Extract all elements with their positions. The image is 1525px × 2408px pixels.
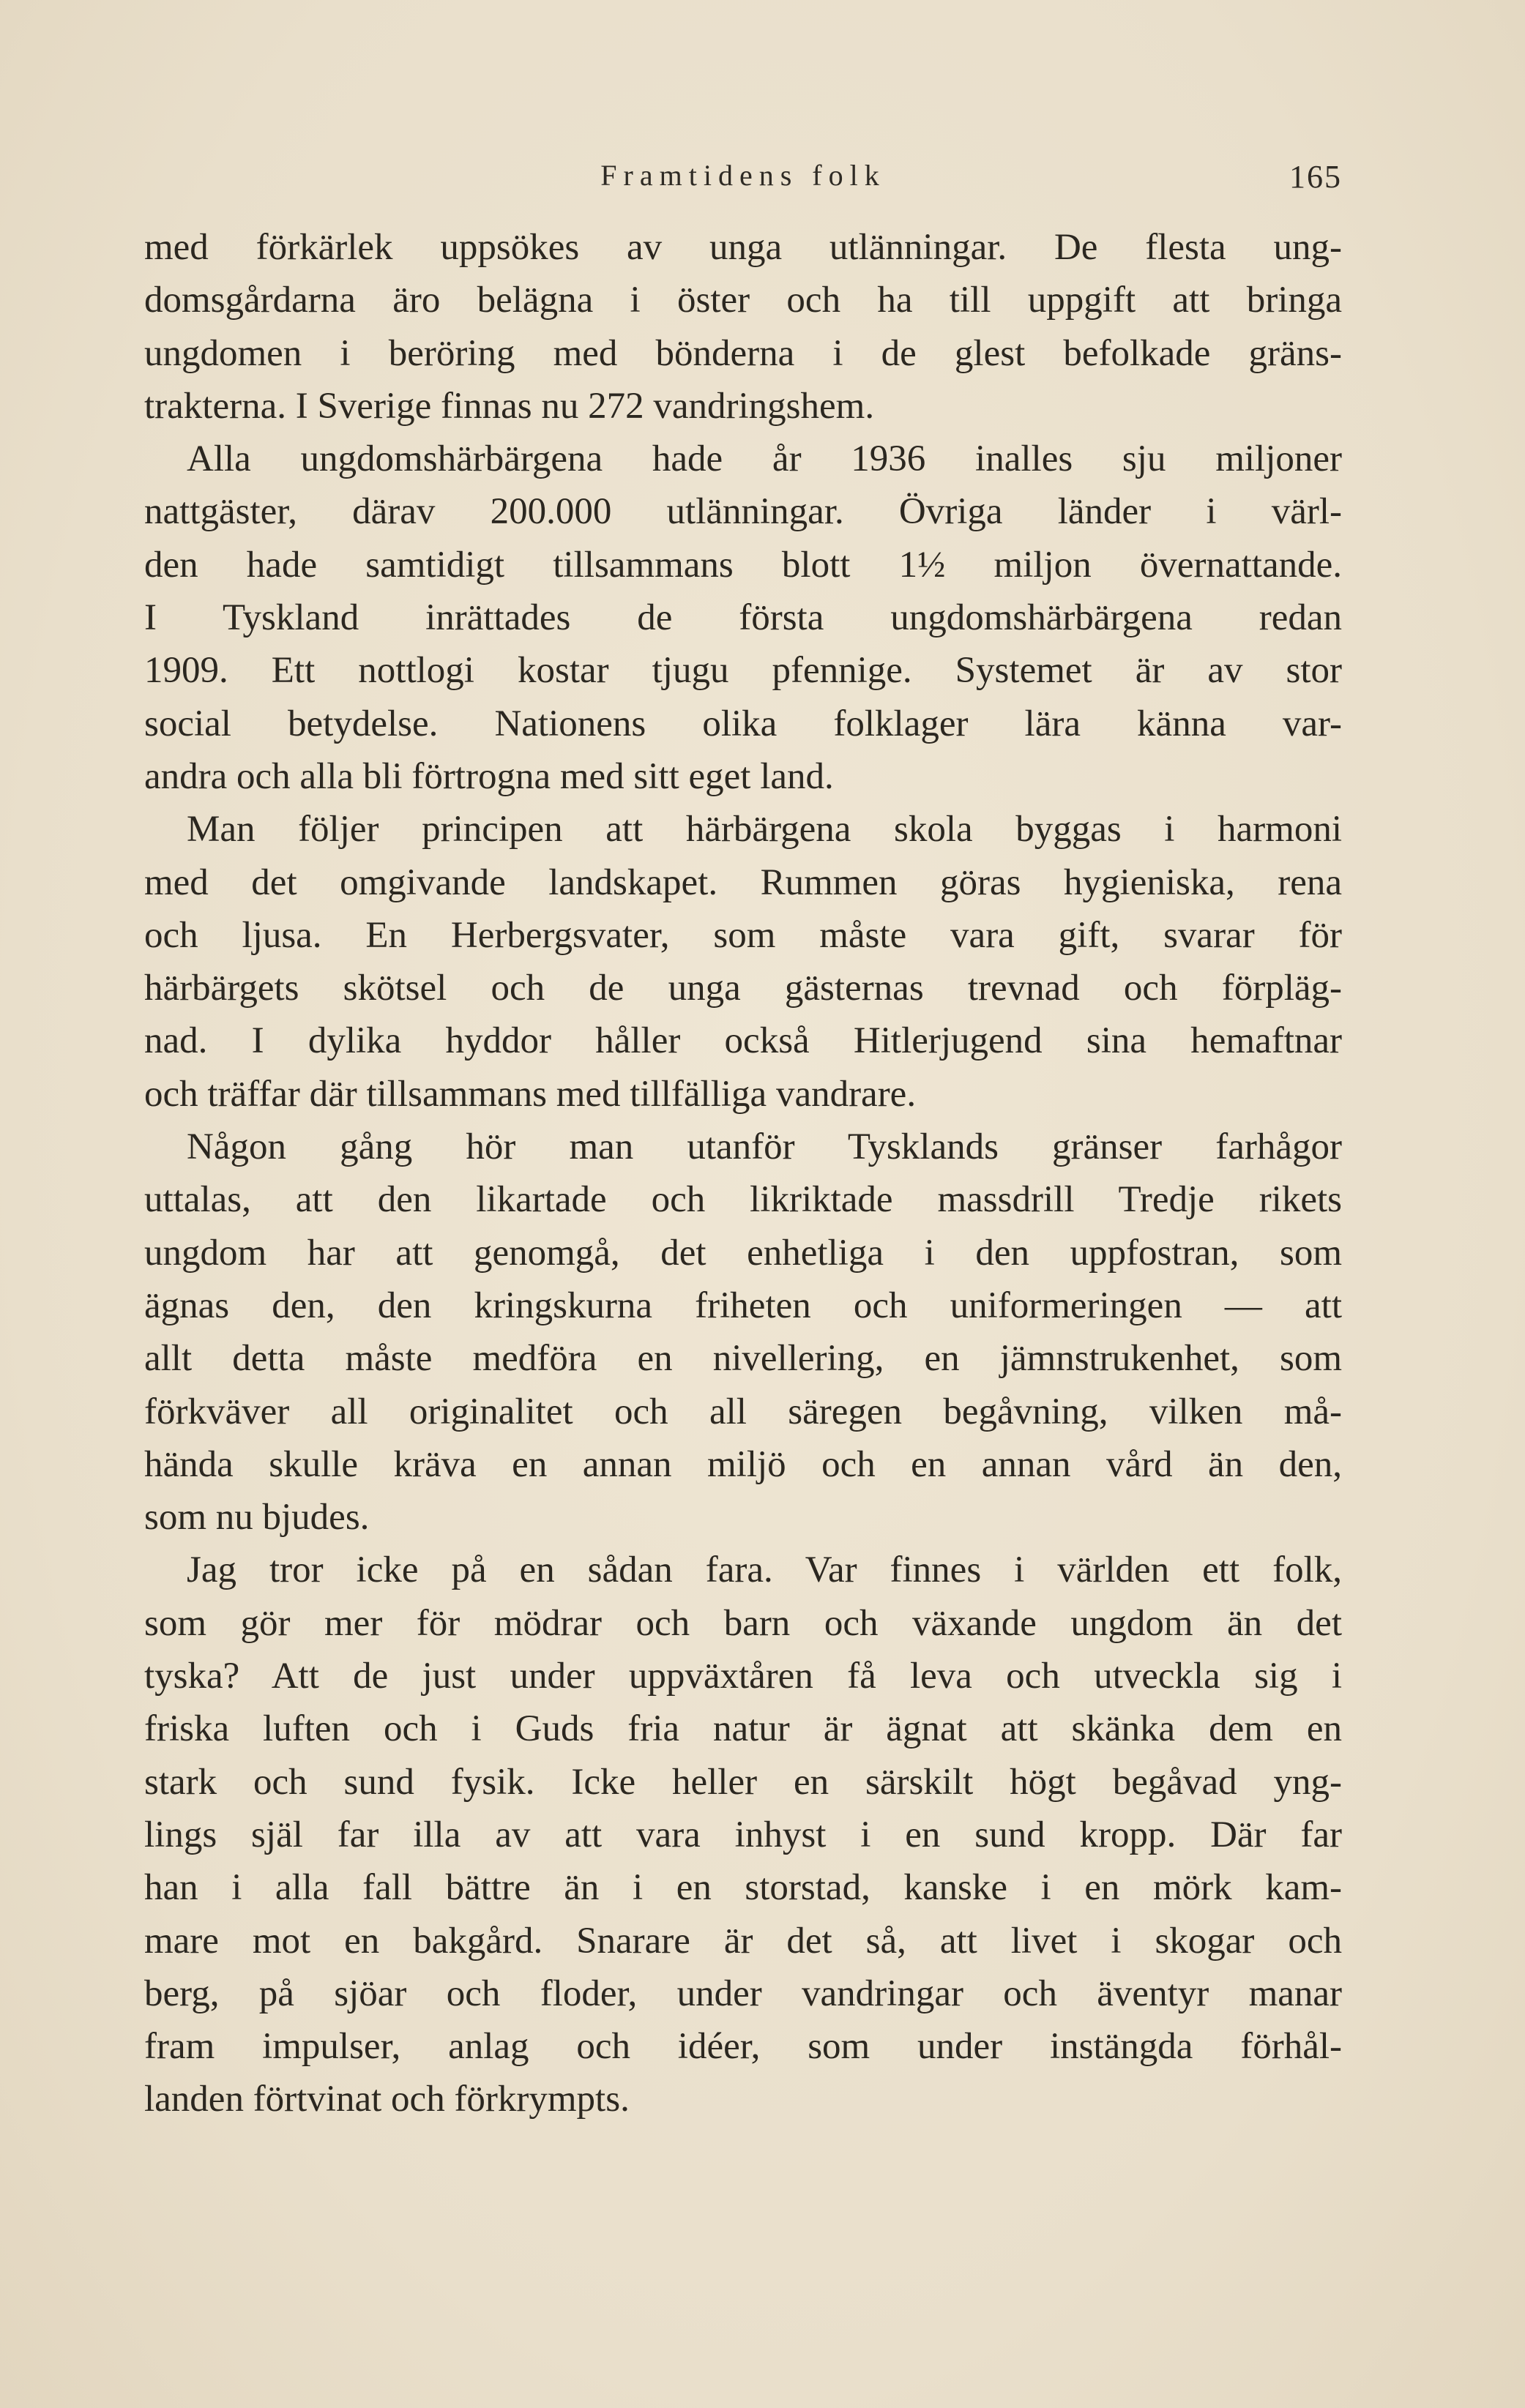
- paragraph: [144, 1121, 1342, 1544]
- running-header: [144, 152, 1342, 196]
- text-line: andra och alla bli förtrogna med sitt eget land.: [144, 755, 834, 797]
- text-line: ägnas den, den kringskurna friheten och uniformeringen — att: [144, 1285, 1342, 1326]
- text-line: Jag tror icke på en sådan fara. Var finnes i världen ett folk,: [187, 1549, 1342, 1591]
- paragraph: [144, 803, 1342, 1121]
- text-line: berg, på sjöar och floder, under vandringar och äventyr manar: [144, 1973, 1342, 2014]
- text-line: och ljusa. En Herbergsvater, som måste vara gift, svarar för: [144, 914, 1342, 956]
- text-line: domsgårdarna äro belägna i öster och ha till uppgift att bringa: [144, 280, 1342, 321]
- text-line: lings själ far illa av att vara inhyst i en sund kropp. Där far: [144, 1814, 1342, 1855]
- text-line: Någon gång hör man utanför Tysklands gränser farhågor: [187, 1126, 1342, 1168]
- paragraph: [144, 221, 1342, 433]
- text-line: friska luften och i Guds fria natur är ägnat att skänka dem en: [144, 1708, 1342, 1750]
- text-line: stark och sund fysik. Icke heller en särskilt högt begåvad yng-: [144, 1761, 1342, 1803]
- text-line: med förkärlek uppsökes av unga utlänningar. De flesta ung-: [144, 227, 1342, 268]
- text-line: nad. I dylika hyddor håller också Hitlerjugend sina hemaftnar: [144, 1020, 1342, 1062]
- text-line: härbärgets skötsel och de unga gästernas trevnad och förpläg-: [144, 968, 1342, 1009]
- text-line: ungdomen i beröring med bönderna i de glest befolkade gräns-: [144, 332, 1342, 374]
- page-number: 165: [1289, 159, 1342, 195]
- text-line: uttalas, att den likartade och likriktade massdrill Tredje rikets: [144, 1179, 1342, 1221]
- text-line: allt detta måste medföra en nivellering, en jämnstrukenhet, som: [144, 1338, 1342, 1380]
- text-line: 1909. Ett nottlogi kostar tjugu pfennige. Systemet är av stor: [144, 650, 1342, 692]
- text-line: ungdom har att genomgå, det enhetliga i den uppfostran, som: [144, 1232, 1342, 1274]
- text-line: trakterna. I Sverige finnas nu 272 vandringshem.: [144, 385, 875, 427]
- paragraph: [144, 433, 1342, 803]
- text-line: som nu bjudes.: [144, 1497, 370, 1538]
- text-line: landen förtvinat och förkrympts.: [144, 2079, 630, 2120]
- text-line: fram impulser, anlag och idéer, som under instängda förhål-: [144, 2026, 1342, 2068]
- text-line: tyska? Att de just under uppväxtåren få leva och utveckla sig i: [144, 1656, 1342, 1697]
- text-line: mare mot en bakgård. Snarare är det så, att livet i skogar och: [144, 1920, 1342, 1962]
- text-line: och träffar där tillsammans med tillfälliga vandrare.: [144, 1073, 917, 1115]
- text-line: som gör mer för mödrar och barn och växande ungdom än det: [144, 1602, 1342, 1644]
- text-line: förkväver all originalitet och all säregen begåvning, vilken må-: [144, 1391, 1342, 1432]
- text-line: med det omgivande landskapet. Rummen göras hygieniska, rena: [144, 861, 1342, 903]
- text-line: social betydelse. Nationens olika folklager lära känna var-: [144, 703, 1342, 744]
- text-line: han i alla fall bättre än i en storstad, kanske i en mörk kam-: [144, 1867, 1342, 1909]
- text-line: Alla ungdomshärbärgena hade år 1936 inalles sju miljoner: [187, 438, 1342, 480]
- running-title: Framtidens folk: [600, 159, 886, 192]
- text-line: hända skulle kräva en annan miljö och en annan vård än den,: [144, 1443, 1342, 1485]
- text-line: den hade samtidigt tillsammans blott 1½ miljon övernattande.: [144, 544, 1342, 586]
- body-text: [144, 221, 1342, 2126]
- text-line: Man följer principen att härbärgena skola byggas i harmoni: [187, 809, 1342, 850]
- text-line: nattgäster, därav 200.000 utlänningar. Övriga länder i värl-: [144, 491, 1342, 533]
- text-line: I Tyskland inrättades de första ungdomshärbärgena redan: [144, 597, 1342, 639]
- paragraph: [144, 1544, 1342, 2125]
